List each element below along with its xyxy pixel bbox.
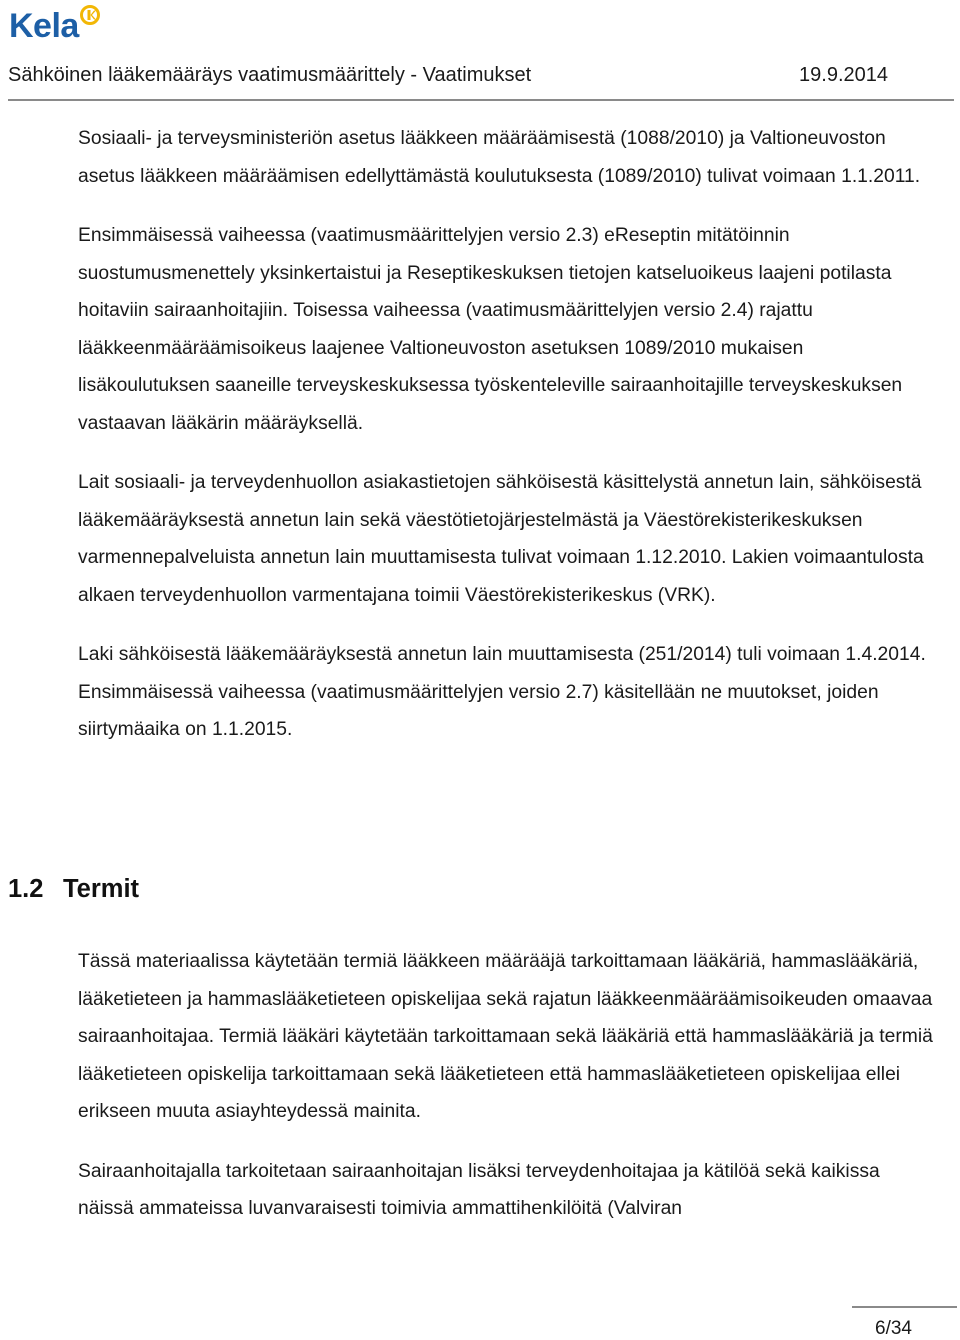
paragraph: Laki sähköisestä lääkemääräyksestä annetun lain muuttamisesta (251/2014) tuli voimaan 1.4.2014. Ensimmäisessä vaiheessa (vaatimusmäärittelyjen versio 2.7) käsitellään ne muutokset, joiden siirtymäaika on 1.1.2015. — [78, 644, 926, 740]
section-number: 1.2 — [8, 875, 44, 903]
footer-divider — [852, 1306, 957, 1308]
page-header — [8, 61, 888, 89]
page-number: 6/34 — [875, 1318, 912, 1339]
header-divider — [8, 99, 954, 101]
document-date: 19.9.2014 — [799, 63, 888, 86]
body-text — [78, 120, 940, 749]
paragraph: Sosiaali- ja terveysministeriön asetus lääkkeen määräämisestä (1088/2010) ja Valtioneuvoston asetus lääkkeen määräämisen edellyttämästä koulutuksesta (1089/2010) tulivat voimaan 1.1.2011. — [78, 128, 921, 187]
logo-text: Kela — [9, 7, 79, 45]
paragraph: Lait sosiaali- ja terveydenhuollon asiakastietojen sähköisestä käsittelystä annetun lain, sähköisestä lääkemääräyksestä annetun lain sekä väestötietojärjestelmästä ja Väestörekisterikeskuksen varmennepalveluista annetun lain muuttamisesta tulivat voimaan 1.12.2010. Lakien voimaantulosta alkaen terveydenhuollon varmentajana toimii Väestörekisterikeskus (VRK). — [78, 472, 924, 606]
kela-emblem-icon — [79, 4, 101, 26]
section-title: Termit — [63, 875, 140, 903]
document-title: Sähköinen lääkemääräys vaatimusmäärittely - Vaatimukset — [8, 63, 532, 86]
section-heading — [8, 875, 139, 904]
kela-logo — [9, 4, 99, 46]
paragraph: Tässä materiaalissa käytetään termiä lääkkeen määrääjä tarkoittamaan lääkäriä, hammaslääkäriä, lääketieteen ja hammaslääketieteen opiskelijaa sekä rajatun lääkkeenmääräämisoikeuden omaavaa sairaanhoitajaa. Termiä lääkäri käytetään tarkoittamaan sekä lääkäriä että hammaslääkäriä ja termiä lääketieteen opiskelija tarkoittamaan sekä lääketieteen että hammaslääketieteen opiskelijaa ellei erikseen muuta asiayhteydessä mainita. — [78, 951, 933, 1122]
section-body — [78, 943, 940, 1228]
paragraph: Ensimmäisessä vaiheessa (vaatimusmäärittelyjen versio 2.3) eReseptin mitätöinnin suostumusmenettely yksinkertaistui ja Reseptikeskuksen tietojen katseluoikeus laajeni potilasta hoitaviin sairaanhoitajiin. Toisessa vaiheessa (vaatimusmäärittelyjen versio 2.4) rajattu lääkkeenmääräämisoikeus laajenee Valtioneuvoston asetuksen 1089/2010 mukaisen lisäkoulutuksen saaneille terveyskeskuksessa työskenteleville sairaanhoitajille terveyskeskuksen vastaavan lääkärin määräyksellä. — [78, 225, 903, 434]
paragraph: Sairaanhoitajalla tarkoitetaan sairaanhoitajan lisäksi terveydenhoitajaa ja kätilöä sekä kaikissa näissä ammateissa luvanvaraisesti toimivia ammattihenkilöitä (Valviran — [78, 1160, 880, 1219]
